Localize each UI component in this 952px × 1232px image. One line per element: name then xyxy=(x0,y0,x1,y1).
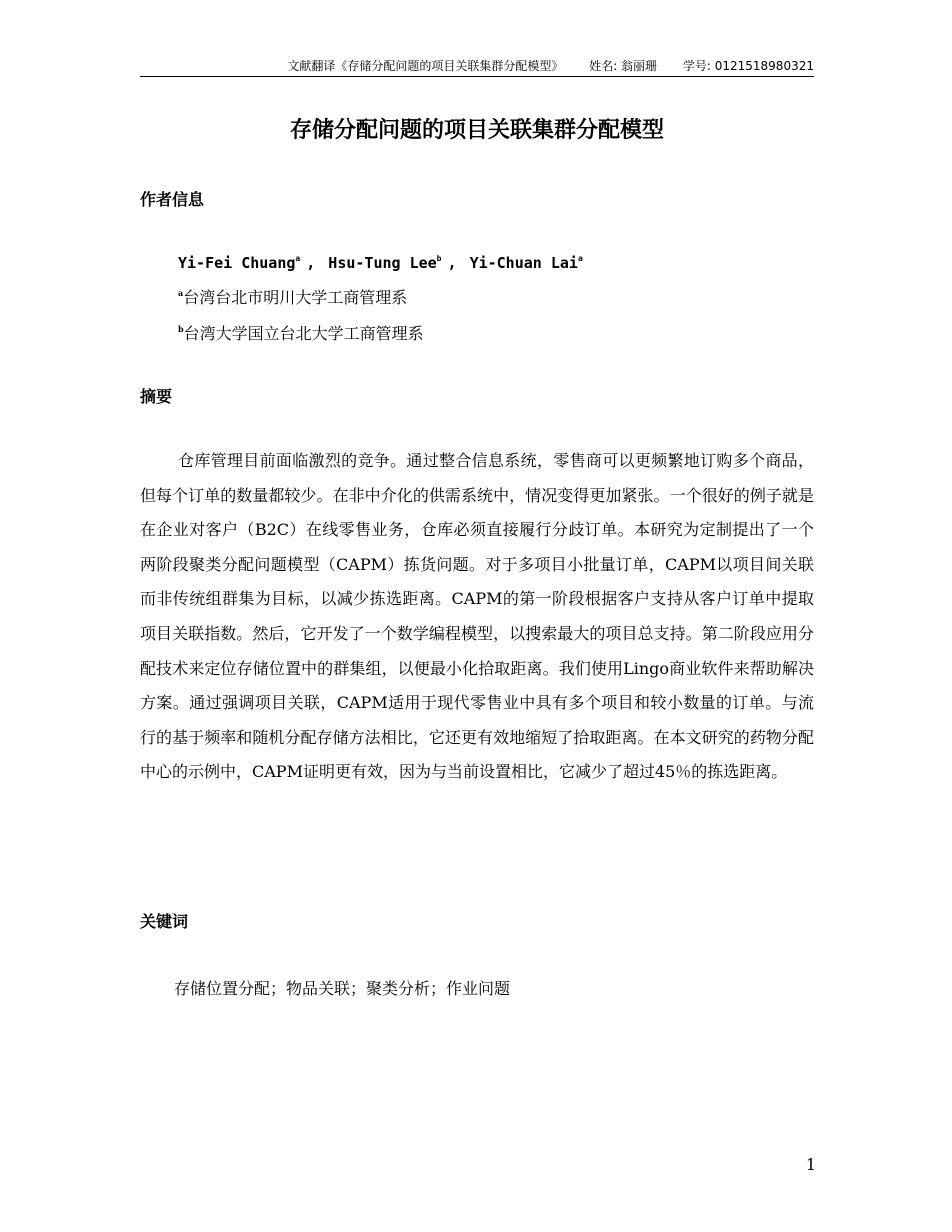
affiliation-b xyxy=(178,323,424,345)
page-number: 1 xyxy=(805,1155,816,1174)
author-name: Yi-Chuan Lai xyxy=(469,254,578,272)
author-separator: , xyxy=(306,254,316,272)
affiliation-mark: b xyxy=(178,324,184,334)
author-affiliation-mark: a xyxy=(295,254,301,263)
author-name: Yi-Fei Chuang xyxy=(178,254,296,272)
abstract-body: 仓库管理目前面临激烈的竞争。通过整合信息系统，零售商可以更频繁地订购多个商品，但每个订单的数量都较少。在非中介化的供需系统中，情况变得更加紧张。一个很好的例子就是在企业对客户（B2C）在线零售业务，仓库必须直接履行分歧订单。本研究为定制提出了一个两阶段聚类分配问题模型（CAPM）拣货问题。对于多项目小批量订单，CAPM以项目间关联而非传统组群集为目标，以减少拣选距离。CAPM的第一阶段根据客户支持从客户订单中提取项目关联指数。然后，它开发了一个数学编程模型，以搜索最大的项目总支持。第二阶段应用分配技术来定位存储位置中的群集组，以便最小化拾取距离。我们使用Lingo商业软件来帮助解决方案。通过强调项目关联，CAPM适用于现代零售业中具有多个项目和较小数量的订单。与流行的基于频率和随机分配存储方法相比，它还更有效地缩短了拾取距离。在本文研究的药物分配中心的示例中，CAPM证明更有效，因为与当前设置相比，它减少了超过45％的拣选距离。 xyxy=(140,451,814,782)
header-student-id: 学号: 0121518980321 xyxy=(682,59,814,73)
page-header xyxy=(140,58,814,77)
author-separator: , xyxy=(447,254,457,272)
author-list xyxy=(178,252,583,274)
affiliation-text: 台湾大学国立台北大学工商管理系 xyxy=(183,324,424,343)
keywords-text: 存储位置分配；物品关联；聚类分析；作业问题 xyxy=(174,979,511,998)
affiliation-text: 台湾台北市明川大学工商管理系 xyxy=(183,288,408,307)
document-title: 存储分配问题的项目关联集群分配模型 xyxy=(289,118,664,143)
author-affiliation-mark: b xyxy=(436,254,442,263)
author-affiliation-mark: a xyxy=(577,254,583,263)
header-doc-label: 文献翻译《存储分配问题的项目关联集群分配模型》 xyxy=(287,59,564,73)
header-name: 姓名: 翁丽珊 xyxy=(589,59,658,73)
affiliation-a xyxy=(178,287,407,309)
abstract-heading: 摘要 xyxy=(140,387,173,406)
author-info-heading: 作者信息 xyxy=(140,190,205,209)
author-name: Hsu-Tung Lee xyxy=(328,254,437,272)
affiliation-mark: a xyxy=(178,288,184,298)
keywords-heading: 关键词 xyxy=(140,912,189,931)
